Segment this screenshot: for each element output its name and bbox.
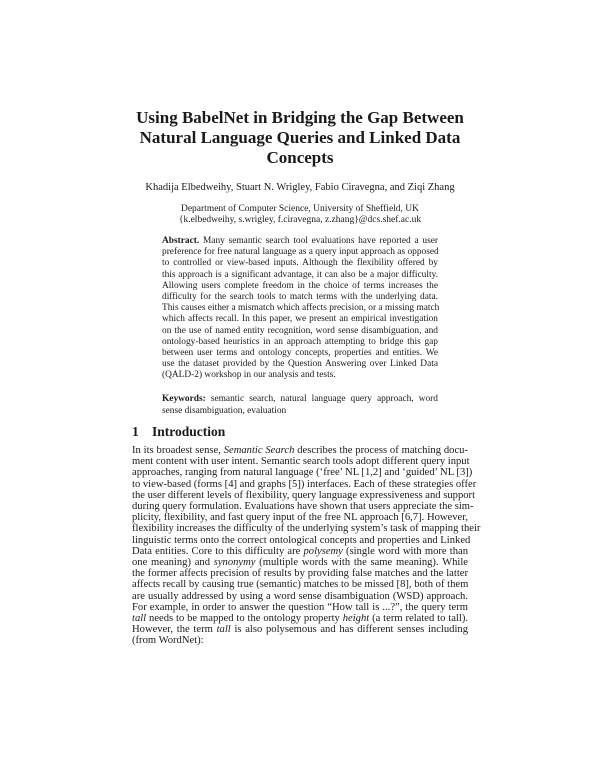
paper-title [0, 108, 600, 168]
text-segment: Allowing users complete freedom in the choice of terms increases the [162, 280, 438, 291]
section-heading [132, 424, 225, 440]
text-segment: affects recall by causing true (semantic) matches to be missed [8], both of them [132, 579, 469, 591]
section-title: Introduction [152, 424, 226, 439]
text-segment: For example, in order to answer the question “How tall is ...?”, the query term [132, 601, 468, 613]
abstract-line [162, 247, 438, 258]
emphasis: synonymy [213, 557, 256, 568]
text-segment: approaches, ranging from natural language (‘free’ NL [1,2] and ‘guided’ NL [3]) [132, 467, 473, 479]
emphasis: Semantic Search [223, 445, 295, 456]
abstract-line [162, 326, 438, 337]
text-segment: preference for free natural language as a query input approach as opposed [162, 247, 439, 258]
text-segment: plicity, flexibility, and fast query input of the free NL approach [6,7]. However, [132, 512, 468, 524]
abstract-line [162, 258, 438, 269]
text-segment: ment content with user intent. Semantic search tools adopt different query input [132, 456, 470, 468]
abstract-line [162, 337, 438, 348]
body-line [132, 523, 481, 535]
affiliation-block [0, 204, 600, 226]
text-segment: (a term related to tall). [369, 613, 468, 624]
abstract-line [162, 270, 438, 281]
body-line [132, 478, 477, 491]
text-segment: linguistic terms onto the correct ontological concepts and properties and Linked [132, 534, 471, 546]
body-line [132, 624, 468, 636]
body-line [132, 613, 468, 625]
emphasis: height [342, 613, 370, 624]
body-line [132, 456, 468, 468]
text-segment: one meaning) and [132, 557, 214, 568]
body-line [132, 534, 471, 547]
abstract-line [162, 281, 438, 292]
body-line [132, 467, 473, 479]
label: Abstract. [162, 236, 200, 246]
text-segment: describes the process of matching docu- [294, 445, 468, 456]
title-line: Using BabelNet in Bridging the Gap Between [136, 108, 464, 127]
text-segment: is also polysemous and has different senses including [230, 624, 468, 636]
abstract-line [162, 359, 438, 370]
text-segment: This causes either a mismatch which affects precision, or a missing match [162, 303, 440, 314]
body-line [132, 579, 468, 591]
text-segment: this approach is a significant advantage, it can also be a major difficulty. [162, 269, 438, 280]
text-segment: on the use of named entity recognition, word sense disambiguation, and [162, 325, 438, 336]
text-segment: Many semantic search tool evaluations have reported a user [199, 236, 438, 246]
text-segment: (from WordNet): [132, 635, 204, 647]
text-segment: In its broadest sense, [132, 445, 224, 456]
text-segment: needs to be mapped to the ontology property [146, 613, 343, 624]
section-number: 1 [132, 424, 139, 439]
emphasis: tall [132, 613, 147, 624]
emails: {k.elbedweihy, s.wrigley, f.ciravegna, z.zhang}@dcs.shef.ac.uk [178, 215, 422, 225]
emphasis: polysemy [303, 545, 343, 557]
abstract-line [162, 314, 438, 325]
body-line [132, 512, 468, 524]
body-line [132, 635, 468, 647]
text-segment: ontology-based heuristics in an approach attempting to bridge this gap [162, 336, 438, 347]
text-segment: However, the term [132, 624, 217, 636]
title-line: Natural Language Queries and Linked Data [139, 128, 461, 147]
authors: Khadija Elbedweihy, Stuart N. Wrigley, Fabio Ciravegna, and Ziqi Zhang [145, 182, 455, 193]
keywords-line [162, 394, 438, 405]
text-segment: to controlled or view-based inputs. Although the flexibility offered by [162, 258, 438, 269]
text-segment: difficulty for the search tools to match terms with the underlying data. [162, 292, 438, 302]
body-line [132, 557, 468, 569]
body-line [132, 445, 468, 457]
text-segment: which affects recall. In this paper, we present an empirical investigation [162, 314, 438, 325]
body-line [132, 568, 468, 580]
text-segment: (single word with more than [342, 545, 468, 557]
text-segment: between user terms and ontology concepts, properties and entities. We [162, 348, 438, 358]
text-segment: Data entities. Core to this difficulty are [132, 545, 304, 557]
affiliation: Department of Computer Science, University of Sheffield, UK [180, 204, 420, 214]
abstract-line [162, 370, 438, 381]
body-line [132, 602, 468, 614]
abstract-line [162, 236, 438, 247]
text-segment: during query formulation. Evaluations have shown that users appreciate the sim- [132, 501, 474, 512]
text-segment: sense disambiguation, evaluation [162, 405, 287, 416]
text-segment: flexibility increases the difficulty of the underlying system’s task of mapping their [132, 523, 481, 535]
text-segment: the former affects precision of results by providing false matches and the latter [132, 568, 468, 580]
abstract-line [162, 348, 438, 359]
text-segment: use the dataset provided by the Question Answering over Linked Data [162, 359, 438, 370]
body-line [132, 489, 476, 502]
keywords-line [162, 406, 438, 417]
text-segment: semantic search, natural language query approach, word [205, 394, 438, 404]
emphasis: tall [216, 624, 231, 636]
abstract-line [162, 303, 438, 314]
body-line [132, 591, 468, 603]
text-segment: (multiple words with the same meaning). While [255, 557, 468, 568]
text-segment: (QALD-2) workshop in our analysis and tests. [162, 370, 336, 381]
title-line: Concepts [266, 148, 334, 167]
text-segment: to view-based (forms [4] and graphs [5]) interfaces. Each of these strategies offer [132, 478, 477, 490]
label: Keywords: [162, 394, 206, 404]
body-line [132, 501, 474, 513]
abstract-line [162, 292, 438, 303]
text-segment: are usually addressed by using a word sense disambiguation (WSD) approach. [132, 590, 468, 602]
text-segment: the user different levels of flexibility, query language expressiveness and support [132, 489, 476, 501]
body-line [132, 546, 468, 558]
